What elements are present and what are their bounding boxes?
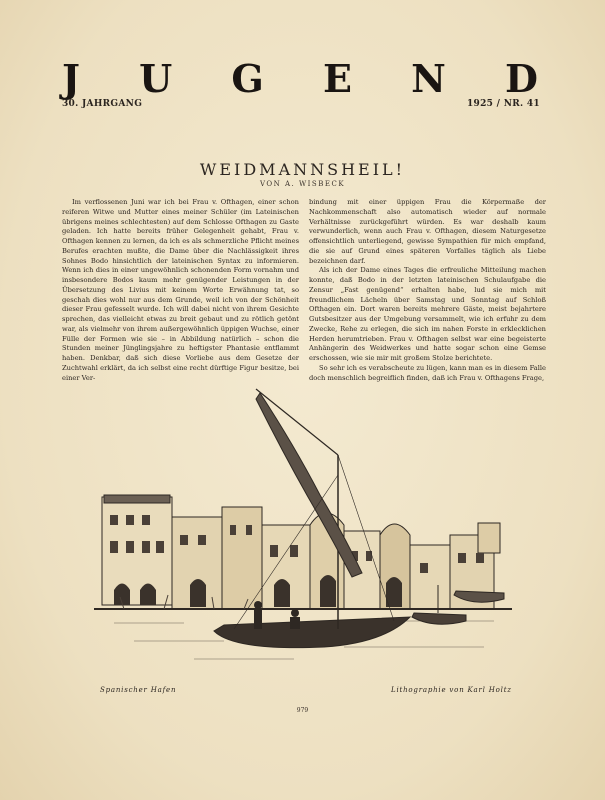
article-title: WEIDMANNSHEIL! (199, 160, 406, 179)
masthead-letter: D (504, 55, 540, 101)
harbor-lithograph (94, 385, 512, 675)
article-column-right (309, 198, 546, 383)
masthead-letter: U (139, 55, 175, 101)
issue-info (62, 99, 540, 109)
masthead-letter: G (231, 55, 266, 101)
masthead-title (62, 55, 540, 101)
paragraph: So sehr ich es verabscheute zu lügen, kann man es in diesem Falle doch menschlich begreiflich finden, daß ich Frau v. Ofthagens Frage, (309, 363, 546, 382)
issue-label: 1925 / NR. 41 (467, 99, 540, 109)
article-column-left (62, 198, 299, 383)
page-number: 979 (296, 707, 309, 714)
masthead-letter: N (411, 55, 448, 101)
paragraph: bindung mit einer üppigen Frau die Körpermaße der Nachkommenschaft also automatisch wieder auf normale Verhältnisse zurückgeführt würden. Es war deshalb kaum verwunderlich, wenn auch Frau v. Ofthagen, diesem Naturgesetze offensichtlich unterliegend, gewisse Sympathien für mich empfand, die sie auf Grund eines späteren Vorfalles täglich als Liebe bezeichnen darf. (309, 198, 546, 265)
illustration-caption: Spanischer Hafen (100, 686, 177, 694)
article-byline: VON A. WISBECK (259, 180, 346, 188)
volume-label: 30. JAHRGANG (62, 99, 143, 109)
illustration-credit: Lithographie von Karl Holtz (391, 686, 512, 694)
masthead-letter: E (323, 55, 354, 101)
masthead-letter: J (62, 55, 82, 101)
paragraph: Als ich der Dame eines Tages die erfreuliche Mitteilung machen konnte, daß Bodo in der letzten lateinischen Schulaufgabe die Zensur „Fast genügend“ erhalten habe, lud sie mich mit freundlichem Lächeln über Samstag und Sonntag auf Schloß Ofthagen ein. Dort waren bereits mehrere Gäste, meist bejahrtere Gutsbesitzer aus der Umgebung versammelt, wie ich erfuhr zu dem Zwecke, Rehe zu erlegen, die sich im nahen Forste in erklecklichen Herden herumtrieben. Frau v. Ofthagen selbst war eine begeisterte Anhängerin des Weidwerkes und hatte sogar schon eine Gemse erschossen, wie sie mir mit großem Stolze berichtete. (309, 266, 546, 362)
paragraph: Im verflossenen Juni war ich bei Frau v. Ofthagen, einer schon reiferen Witwe und Mutter eines meiner Schüler (im Lateinischen übrigens meines schlechtesten) auf dem Schlosse Ofthagen zu Gaste geladen. Ich hatte bereits früher Gelegenheit gehabt, Frau v. Ofthagen kennen zu lernen, da ich es als schmerzliche Pflicht meines Berufes erachten mußte, die Dame über die Nachlässigkeit ihres Sohnes Bodo hinsichtlich der lateinischen Syntax zu informieren. Wenn ich dies in einer ungewöhnlich schonenden Form vornahm und insbesondere Bodos kaum mehr genügender Leistungen in der Übersetzung des Livius mit keinem Worte Erwähnung tat, so geschah dies wohl nur aus dem Grunde, weil ich von der Schönheit dieser Frau gefesselt wurde. Ich will dabei nicht von ihrem Gesichte sprechen, das vielleicht etwas zu breit gebaut und zu rötlich getönt war, als vielmehr von ihrem außergewöhnlich üppigen Wuchse, einer Fülle der Formen wie sie – in Abbildung natürlich – schon die Stunden meiner Jünglingsjahre zu heftigster Phantasie entflammt haben. Denkbar, daß sich diese Vorliebe aus dem Gesetze der Zuchtwahl erklärt, da ich selbst eine recht dürftige Figur besitze, bei einer Ver- (62, 198, 299, 382)
